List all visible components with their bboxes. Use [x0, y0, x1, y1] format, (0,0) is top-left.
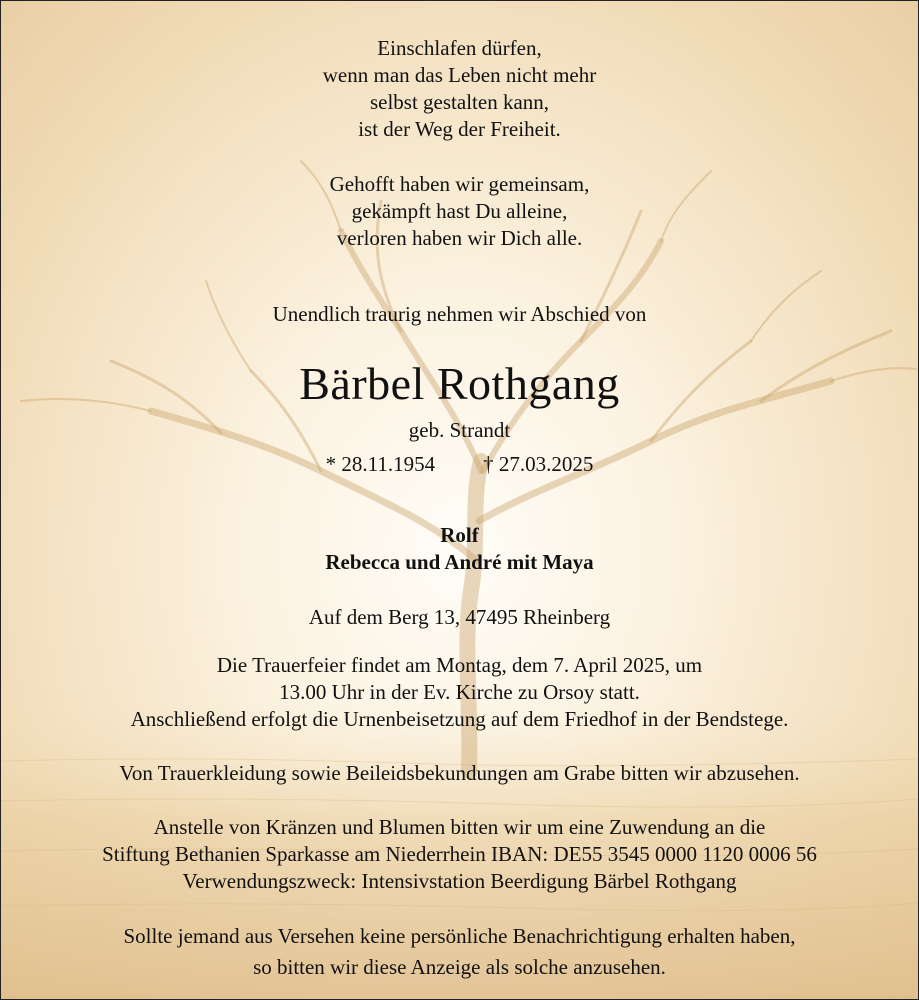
funeral-info-line: Die Trauerfeier findet am Montag, dem 7. April 2025, um	[216, 653, 703, 677]
life-dates	[1, 451, 918, 477]
donation-line: Stiftung Bethanien Sparkasse am Niederrhein IBAN: DE55 3545 0000 1120 0006 56	[102, 842, 817, 866]
mourner-name: Rebecca und André mit Maya	[325, 550, 594, 574]
mourner-name: Rolf	[440, 523, 479, 547]
intro-text: Unendlich traurig nehmen wir Abschied von	[272, 302, 647, 326]
closing-line: Sollte jemand aus Versehen keine persönliche Benachrichtigung erhalten haben,	[123, 924, 796, 948]
poem-line: selbst gestalten kann,	[369, 90, 550, 114]
death-date: † 27.03.2025	[483, 452, 594, 476]
closing-line: so bitten wir diese Anzeige als solche anzusehen.	[253, 955, 666, 979]
poem-line: ist der Weg der Freiheit.	[358, 117, 561, 141]
birth-date: * 28.11.1954	[325, 452, 436, 476]
poem-line: Einschlafen dürfen,	[377, 36, 542, 60]
address: Auf dem Berg 13, 47495 Rheinberg	[308, 605, 611, 629]
funeral-info-line: Anschließend erfolgt die Urnenbeisetzung auf dem Friedhof in der Bendstege.	[130, 707, 789, 731]
birth-name: geb. Strandt	[408, 418, 511, 442]
mourning-request: Von Trauerkleidung sowie Beileidsbekundungen am Grabe bitten wir abzusehen.	[119, 761, 800, 785]
poem-line: verloren haben wir Dich alle.	[336, 226, 583, 250]
poem-line: gekämpft hast Du alleine,	[351, 199, 568, 223]
deceased-name: Bärbel Rothgang	[299, 358, 620, 409]
donation-line: Verwendungszweck: Intensivstation Beerdigung Bärbel Rothgang	[182, 869, 737, 893]
donation-line: Anstelle von Kränzen und Blumen bitten wir um eine Zuwendung an die	[153, 815, 766, 839]
poem-line: Gehofft haben wir gemeinsam,	[329, 172, 590, 196]
funeral-info-line: 13.00 Uhr in der Ev. Kirche zu Orsoy statt.	[279, 680, 640, 704]
poem-line: wenn man das Leben nicht mehr	[322, 63, 597, 87]
